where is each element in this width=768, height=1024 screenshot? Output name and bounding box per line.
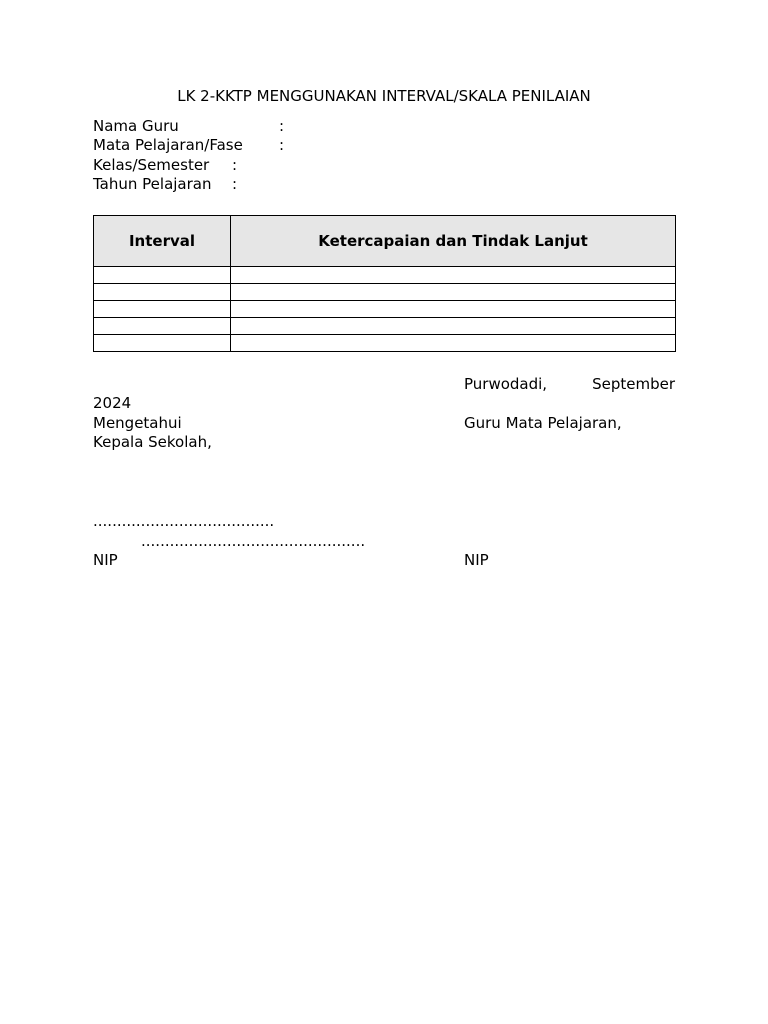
signature-left-line2: Kepala Sekolah,: [93, 433, 212, 451]
column-header-ketercapaian: Ketercapaian dan Tindak Lanjut: [231, 216, 676, 267]
table-cell[interactable]: [231, 318, 676, 335]
signature-left-line1: Mengetahui: [93, 414, 182, 432]
table-cell[interactable]: [231, 267, 676, 284]
table-cell[interactable]: [231, 284, 676, 301]
field-label-kelas-semester: Kelas/Semester: [93, 156, 210, 174]
signature-year: 2024: [93, 394, 132, 412]
signature-left-nip: NIP: [93, 551, 118, 569]
assessment-table: [93, 215, 676, 352]
field-colon: :: [232, 156, 238, 174]
field-label-mata-pelajaran: Mata Pelajaran/Fase: [93, 136, 243, 154]
table-cell[interactable]: [94, 267, 231, 284]
table-cell[interactable]: [94, 284, 231, 301]
signature-place: Purwodadi,: [464, 375, 548, 393]
table-cell[interactable]: [94, 335, 231, 352]
table-row: [94, 301, 676, 318]
field-label-tahun-pelajaran: Tahun Pelajaran: [93, 175, 212, 193]
signature-month: September: [592, 375, 675, 393]
signature-right-nip: NIP: [464, 551, 489, 569]
field-colon: :: [279, 136, 285, 154]
field-label-nama-guru: Nama Guru: [93, 117, 179, 135]
signature-right-role: Guru Mata Pelajaran,: [464, 414, 622, 432]
signature-right-dots: ...............................................: [141, 532, 366, 550]
document-title: LK 2-KKTP MENGGUNAKAN INTERVAL/SKALA PENILAIAN: [177, 87, 591, 105]
table-header-row: [94, 216, 676, 267]
table-cell[interactable]: [94, 318, 231, 335]
table-row: [94, 318, 676, 335]
table-row: [94, 335, 676, 352]
signature-left-dots: ......................................: [93, 512, 275, 530]
field-colon: :: [232, 175, 238, 193]
table-cell[interactable]: [231, 301, 676, 318]
table-row: [94, 267, 676, 284]
column-header-interval: Interval: [94, 216, 231, 267]
table-cell[interactable]: [231, 335, 676, 352]
field-colon: :: [279, 117, 285, 135]
table-cell[interactable]: [94, 301, 231, 318]
table-row: [94, 284, 676, 301]
